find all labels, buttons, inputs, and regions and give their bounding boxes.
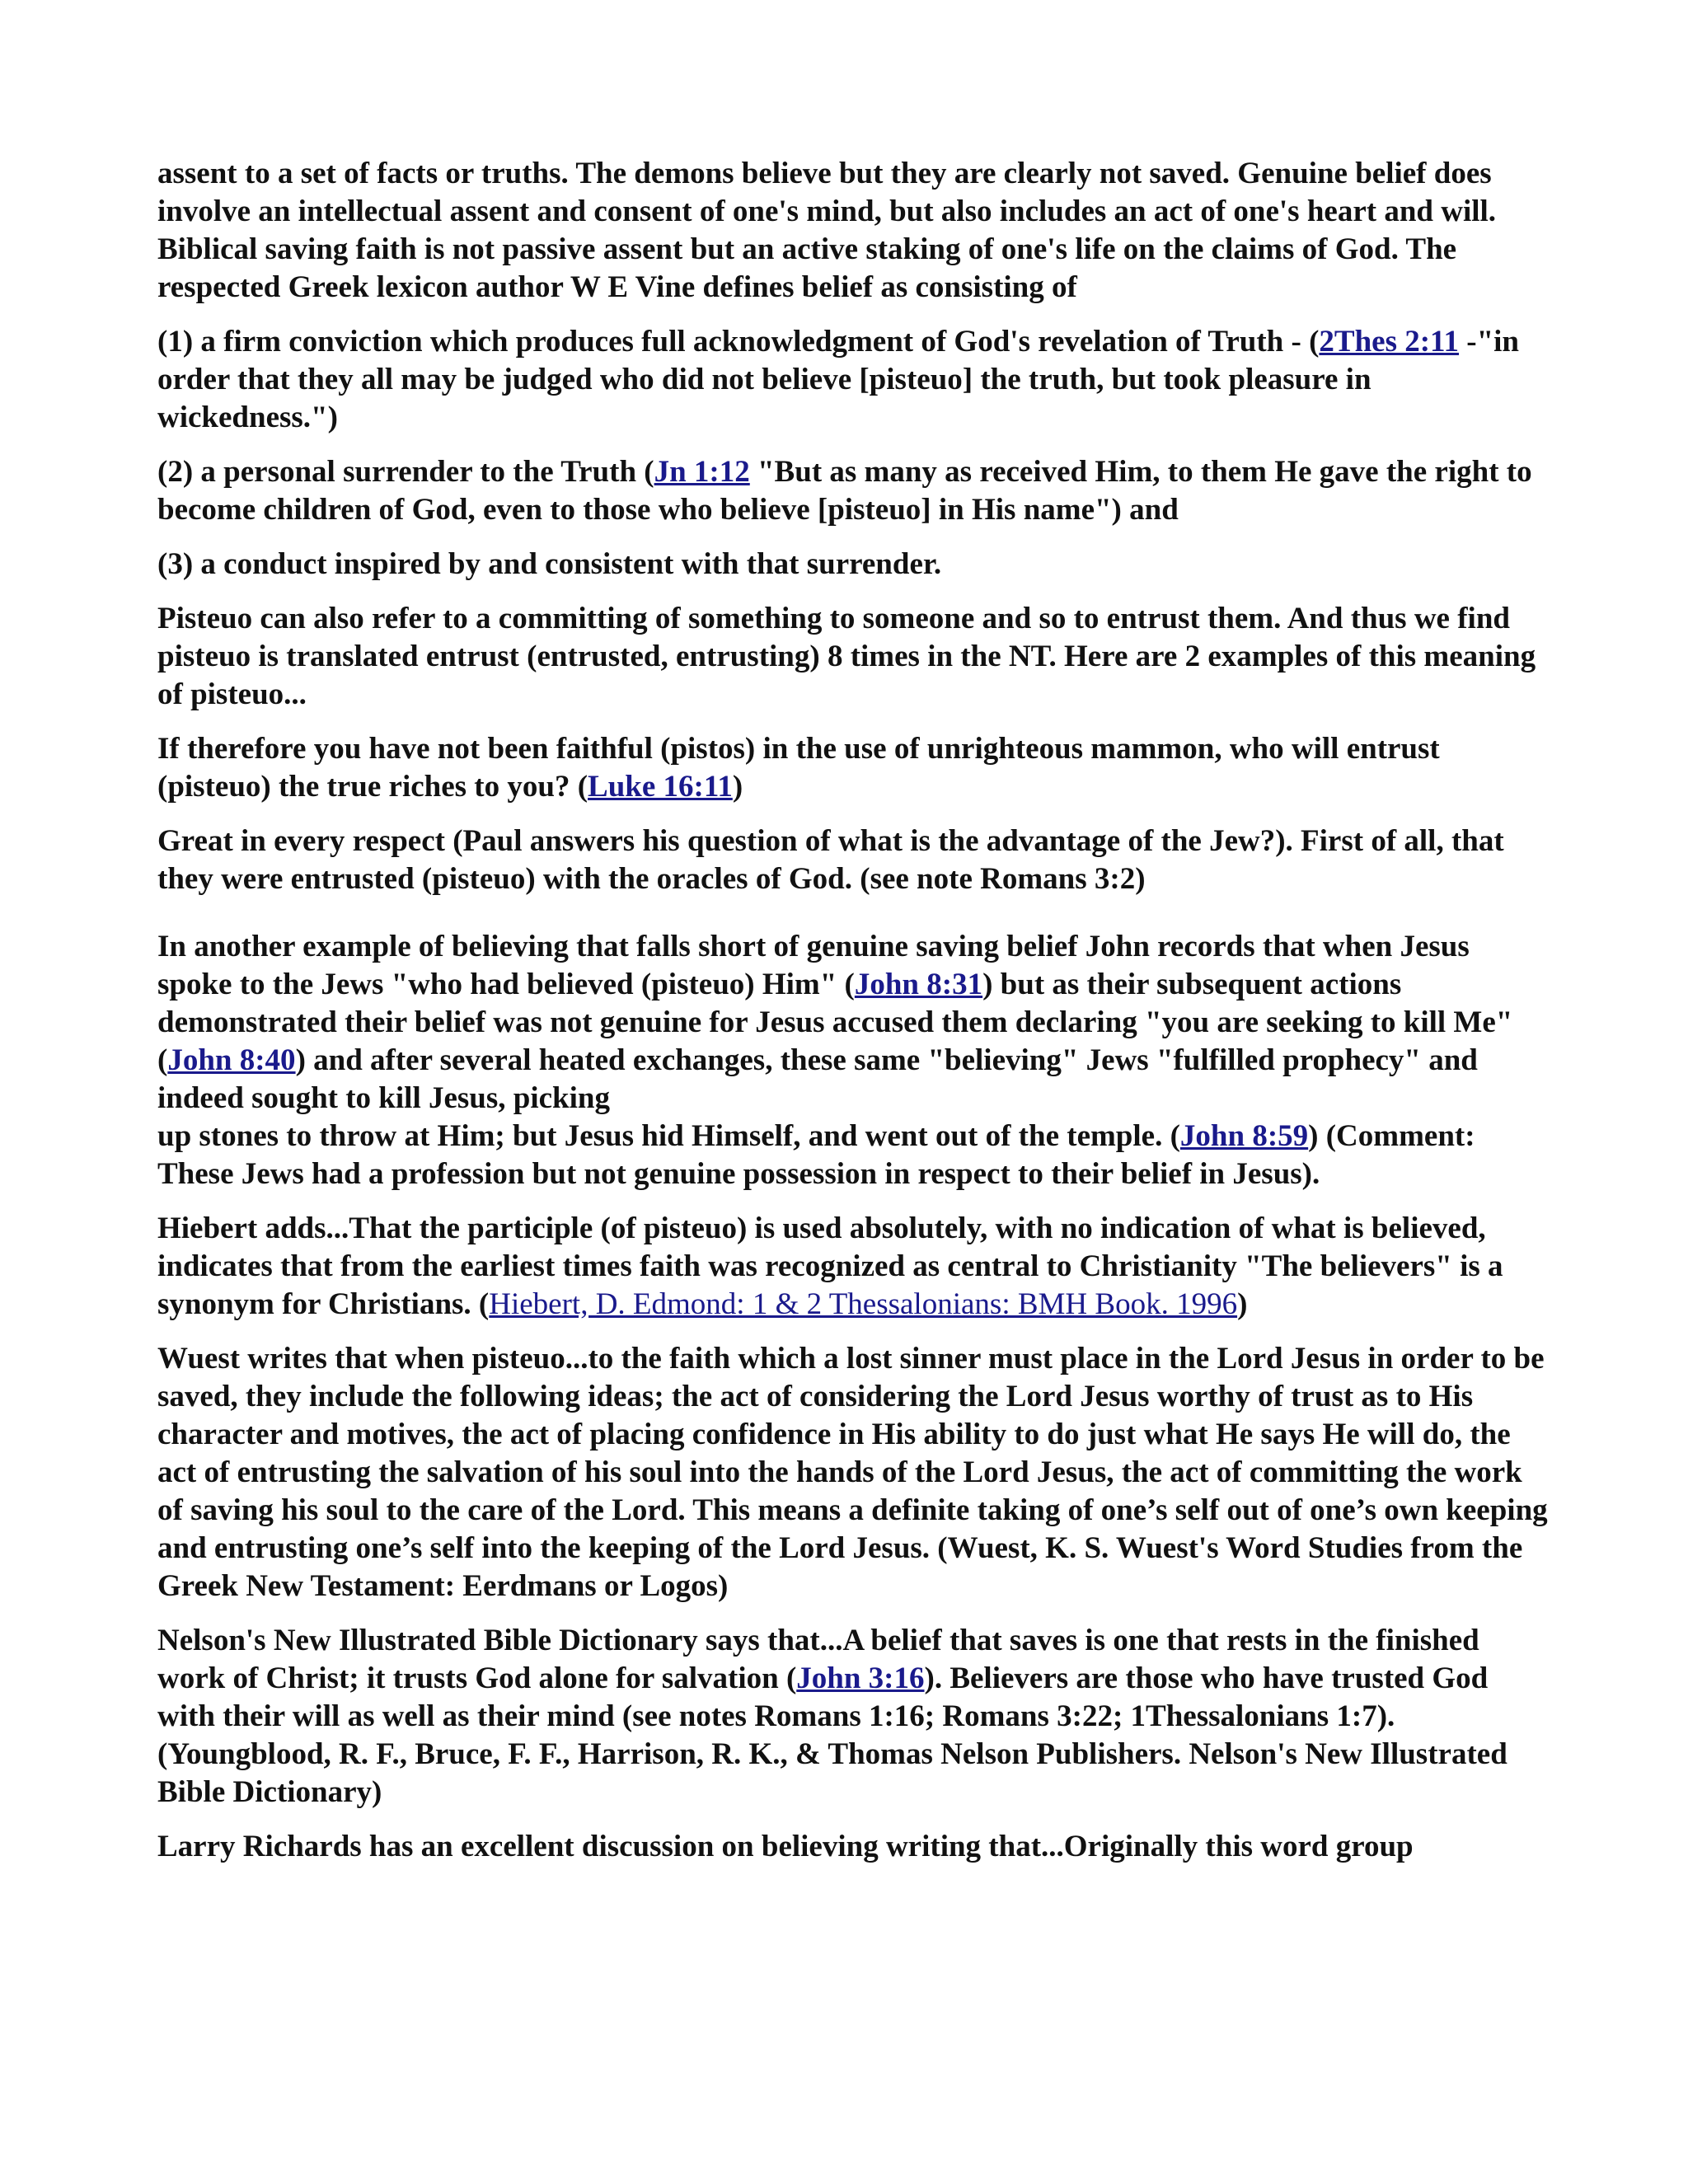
paragraph-hiebert — [157, 1210, 1550, 1324]
paragraph-text: ) and after several heated exchanges, these same "believing" Jews "fulfilled prophecy" and indeed sought to kill Jesus, picking — [157, 1043, 1478, 1115]
paragraph-text: ) — [1237, 1287, 1248, 1321]
scripture-link-2thes-2-11[interactable]: 2Thes 2:11 — [1319, 325, 1460, 359]
paragraph-text: ). Believers are those who have trusted God with their will as well as their mind (see notes Romans 1:16; Romans 3:22; 1Thessalonians 1:7). (Youngblood, R. F., Bruce, F. F., Harrison, R. K., & Thomas Nelson Publishers. Nelson's New Illustrated Bible Dictionary) — [157, 1661, 1507, 1809]
paragraph-point-3 — [157, 546, 1550, 583]
paragraph-nelson — [157, 1622, 1550, 1811]
paragraph-text: ) — [732, 770, 743, 804]
scripture-link-john-8-59[interactable]: John 8:59 — [1179, 1119, 1309, 1153]
paragraph-text: If therefore you have not been faithful (pistos) in the use of unrighteous mammon, who will entrust (pisteuo) the true riches to you? ( — [157, 732, 1440, 804]
scripture-link-jn-1-12[interactable]: Jn 1:12 — [654, 455, 750, 489]
scripture-link-luke-16-11[interactable]: Luke 16:11 — [588, 770, 733, 804]
paragraph-text: up stones to throw at Him; but Jesus hid Himself, and went out of the temple. ( — [157, 1119, 1180, 1153]
paragraph-text: assent to a set of facts or truths. The demons believe but they are clearly not saved. Genuine belief does involve an intellectual assent and consent of one's mind, but also includes an act of one's heart and will. Biblical saving faith is not passive assent but an active staking of one's life on the claims of God. The respected Greek lexicon author W E Vine defines belief as consisting of — [157, 157, 1497, 304]
scripture-link-john-8-31[interactable]: John 8:31 — [854, 968, 983, 1001]
scripture-link-john-3-16[interactable]: John 3:16 — [796, 1661, 925, 1695]
paragraph-text: Great in every respect (Paul answers his question of what is the advantage of the Jew?). First of all, that they were entrusted (pisteuo) with the oracles of God. (see note Romans 3:2) — [157, 824, 1504, 896]
citation-link-hiebert[interactable]: Hiebert, D. Edmond: 1 & 2 Thessalonians: BMH Book. 1996 — [489, 1287, 1238, 1321]
paragraph-text: (2) a personal surrender to the Truth ( — [157, 455, 654, 489]
paragraph-text: Pisteuo can also refer to a committing of something to someone and so to entrust them. And thus we find pisteuo is translated entrust (entrusted, entrusting) 8 times in the NT. Here are 2 examples of this meaning of pisteuo... — [157, 602, 1536, 711]
paragraph-text: (1) a firm conviction which produces full acknowledgment of God's revelation of Truth - ( — [157, 325, 1320, 359]
paragraph-point-1 — [157, 323, 1550, 437]
scripture-link-john-8-40[interactable]: John 8:40 — [167, 1043, 296, 1077]
paragraph-luke-quote — [157, 730, 1550, 806]
paragraph-text: "But as many as received Him, to them He gave the right to become children of God, even to those who believe [pisteuo] in His name") and — [157, 455, 1532, 527]
paragraph-text: Wuest writes that when pisteuo...to the faith which a lost sinner must place in the Lord Jesus in order to be saved, they include the following ideas; the act of considering the Lord Jesus worthy of trust as to His character and motives, the act of placing confidence in His ability to do just what He says He will do, the act of entrusting the salvation of his soul into the hands of the Lord Jesus, the act of committing the work of saving his soul to the care of the Lord. This means a definite taking of one’s self out of one’s own keeping and entrusting one’s self into the keeping of the Lord Jesus. (Wuest, K. S. Wuest's Word Studies from the Greek New Testament: Eerdmans or Logos) — [157, 1342, 1548, 1603]
paragraph-wuest — [157, 1340, 1550, 1605]
paragraph-belief-definition — [157, 155, 1550, 307]
paragraph-text: In another example of believing that falls short of genuine saving belief John records that when Jesus spoke to the Jews "who had believed (pisteuo) Him" ( — [157, 930, 1470, 1001]
paragraph-john-8-example — [157, 928, 1550, 1193]
paragraph-text: (3) a conduct inspired by and consistent with that surrender. — [157, 547, 942, 581]
paragraph-text: -"in order that they all may be judged who did not believe [pisteuo] the truth, but took pleasure in wickedness.") — [157, 325, 1519, 434]
paragraph-text: ) (Comment: These Jews had a profession but not genuine possession in respect to their belief in Jesus). — [157, 1119, 1475, 1191]
paragraph-text: Nelson's New Illustrated Bible Dictionary says that...A belief that saves is one that rests in the finished work of Christ; it trusts God alone for salvation ( — [157, 1624, 1479, 1695]
paragraph-entrust — [157, 600, 1550, 714]
paragraph-text: Hiebert adds...That the participle (of pisteuo) is used absolutely, with no indication of what is believed, indicates that from the earliest times faith was recognized as central to Christianity "The believers" is a synonym for Christians. ( — [157, 1212, 1503, 1321]
paragraph-text: Larry Richards has an excellent discussion on believing writing that...Originally this word group — [157, 1830, 1414, 1863]
paragraph-text: ) but as their subsequent actions demonstrated their belief was not genuine for Jesus accused them declaring "you are seeking to kill Me" ( — [157, 968, 1513, 1077]
document-page — [157, 155, 1550, 1882]
paragraph-richards — [157, 1828, 1550, 1866]
paragraph-romans-quote — [157, 823, 1550, 898]
paragraph-point-2 — [157, 453, 1550, 529]
